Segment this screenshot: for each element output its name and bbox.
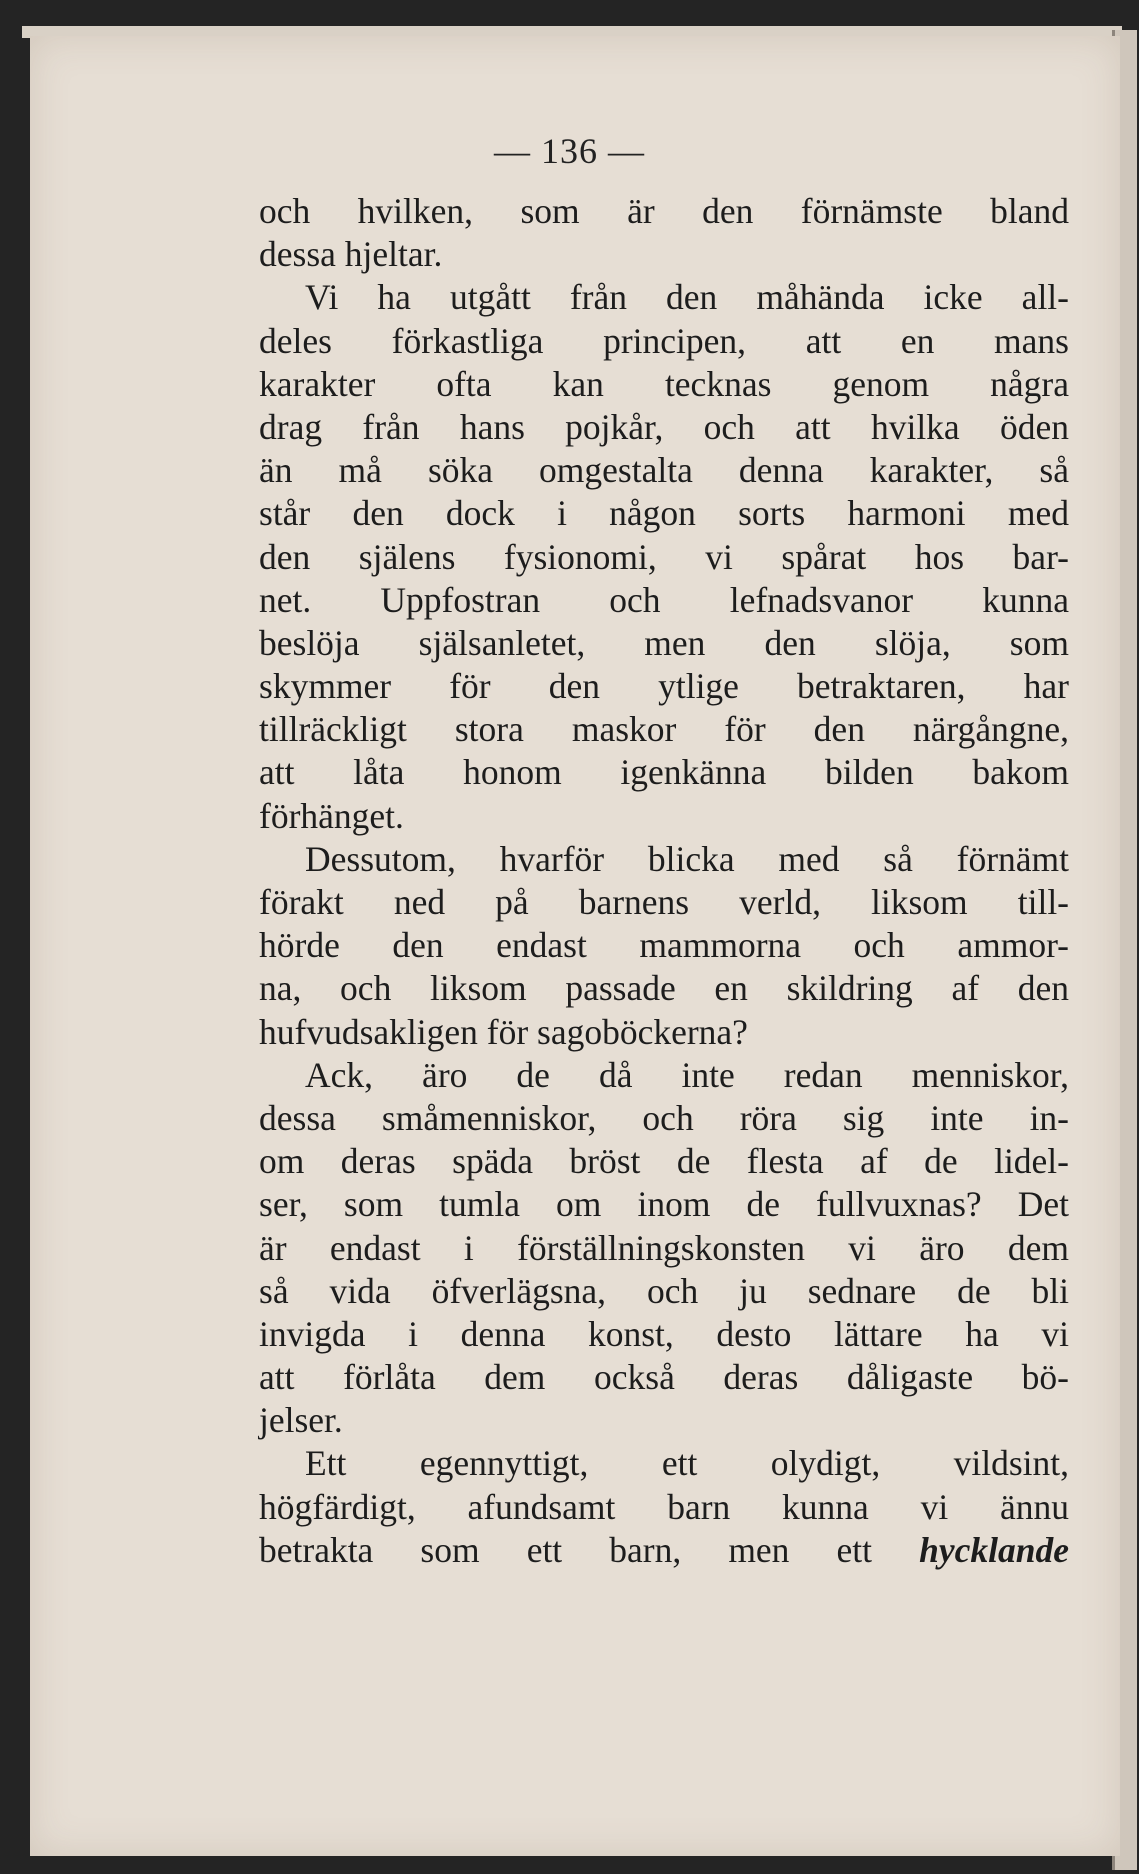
text-line-content: drag från hans pojkår, och att hvilka öden (259, 406, 1069, 447)
text-line (259, 190, 1069, 233)
text-line-content: ser, som tumla om inom de fullvuxnas? Det (259, 1184, 1069, 1225)
text-line-content: Vi ha utgått från den måhända icke all- (305, 277, 1069, 318)
text-line (259, 276, 1069, 319)
text-line (259, 708, 1069, 751)
italic-word: hycklande (919, 1529, 1070, 1570)
text-line (259, 1442, 1069, 1485)
text-line-content: att förlåta dem också deras dåligaste bö- (259, 1357, 1069, 1398)
text-line (259, 967, 1069, 1010)
text-line (259, 1486, 1069, 1529)
text-line-content: jelser. (259, 1400, 343, 1441)
text-line (259, 579, 1069, 622)
body-text (259, 190, 1069, 1572)
text-line (259, 622, 1069, 665)
text-line (259, 881, 1069, 924)
text-line (259, 838, 1069, 881)
text-line-content: högfärdigt, afundsamt barn kunna vi ännu (259, 1486, 1069, 1527)
text-line-content: karakter ofta kan tecknas genom några (259, 363, 1069, 404)
text-line (259, 1183, 1069, 1226)
text-line (259, 1011, 1069, 1054)
text-line (259, 320, 1069, 363)
text-line (259, 795, 1069, 838)
text-line (259, 233, 1069, 276)
text-line (259, 924, 1069, 967)
text-line-content: na, och liksom passade en skildring af den (259, 968, 1069, 1009)
text-line (259, 1313, 1069, 1356)
text-line-content: beslöja själsanletet, men den slöja, som (259, 622, 1069, 663)
text-line-content: skymmer för den ytlige betraktaren, har (259, 666, 1069, 707)
text-line (259, 492, 1069, 535)
page-number: — 136 — (494, 131, 645, 171)
text-line-content: om deras späda bröst de flesta af de lidel- (259, 1141, 1069, 1182)
text-line-content: står den dock i någon sorts harmoni med (259, 493, 1069, 534)
text-line (259, 536, 1069, 579)
text-line-content: Ack, äro de då inte redan menniskor, (305, 1054, 1069, 1095)
text-line-content: den själens fysionomi, vi spårat hos bar- (259, 536, 1069, 577)
text-line-content: är endast i förställningskonsten vi äro dem (259, 1227, 1069, 1268)
text-line-content: förakt ned på barnens verld, liksom till- (259, 882, 1069, 922)
text-line-content: deles förkastliga principen, att en mans (259, 320, 1069, 361)
text-line (259, 1529, 1069, 1572)
text-line-content: hufvudsakligen för sagoböckerna? (259, 1011, 748, 1052)
text-line-content: invigda i denna konst, desto lättare ha vi (259, 1313, 1069, 1354)
text-line-content: än må söka omgestalta denna karakter, så (259, 450, 1069, 491)
text-line-content: betrakta som ett barn, men ett (259, 1529, 873, 1570)
text-line-content: Ett egennyttigt, ett olydigt, vildsint, (305, 1443, 1069, 1484)
text-line (259, 665, 1069, 708)
text-line-content: hörde den endast mammorna och ammor- (259, 925, 1069, 966)
text-line (259, 751, 1069, 794)
text-line-content: tillräckligt stora maskor för den närgångne, (259, 709, 1069, 750)
text-line (259, 449, 1069, 492)
text-line-content: så vida öfverlägsna, och ju sednare de bli (259, 1270, 1069, 1311)
text-line (259, 1097, 1069, 1140)
text-line-content: och hvilken, som är den förnämste bland (259, 191, 1069, 231)
text-line (259, 1356, 1069, 1399)
text-line (259, 1227, 1069, 1270)
text-line (259, 363, 1069, 406)
text-line (259, 406, 1069, 449)
text-line-content: Dessutom, hvarför blicka med så förnämt (305, 838, 1069, 879)
text-line (259, 1270, 1069, 1313)
text-line (259, 1399, 1069, 1442)
text-line (259, 1054, 1069, 1097)
text-line (259, 1140, 1069, 1183)
text-line-content: dessa hjeltar. (259, 234, 443, 275)
text-line-content: net. Uppfostran och lefnadsvanor kunna (259, 579, 1069, 620)
text-line-content: att låta honom igenkänna bilden bakom (259, 752, 1069, 793)
text-line-content: dessa småmenniskor, och röra sig inte in- (259, 1097, 1069, 1138)
text-line-content: förhänget. (259, 795, 404, 836)
